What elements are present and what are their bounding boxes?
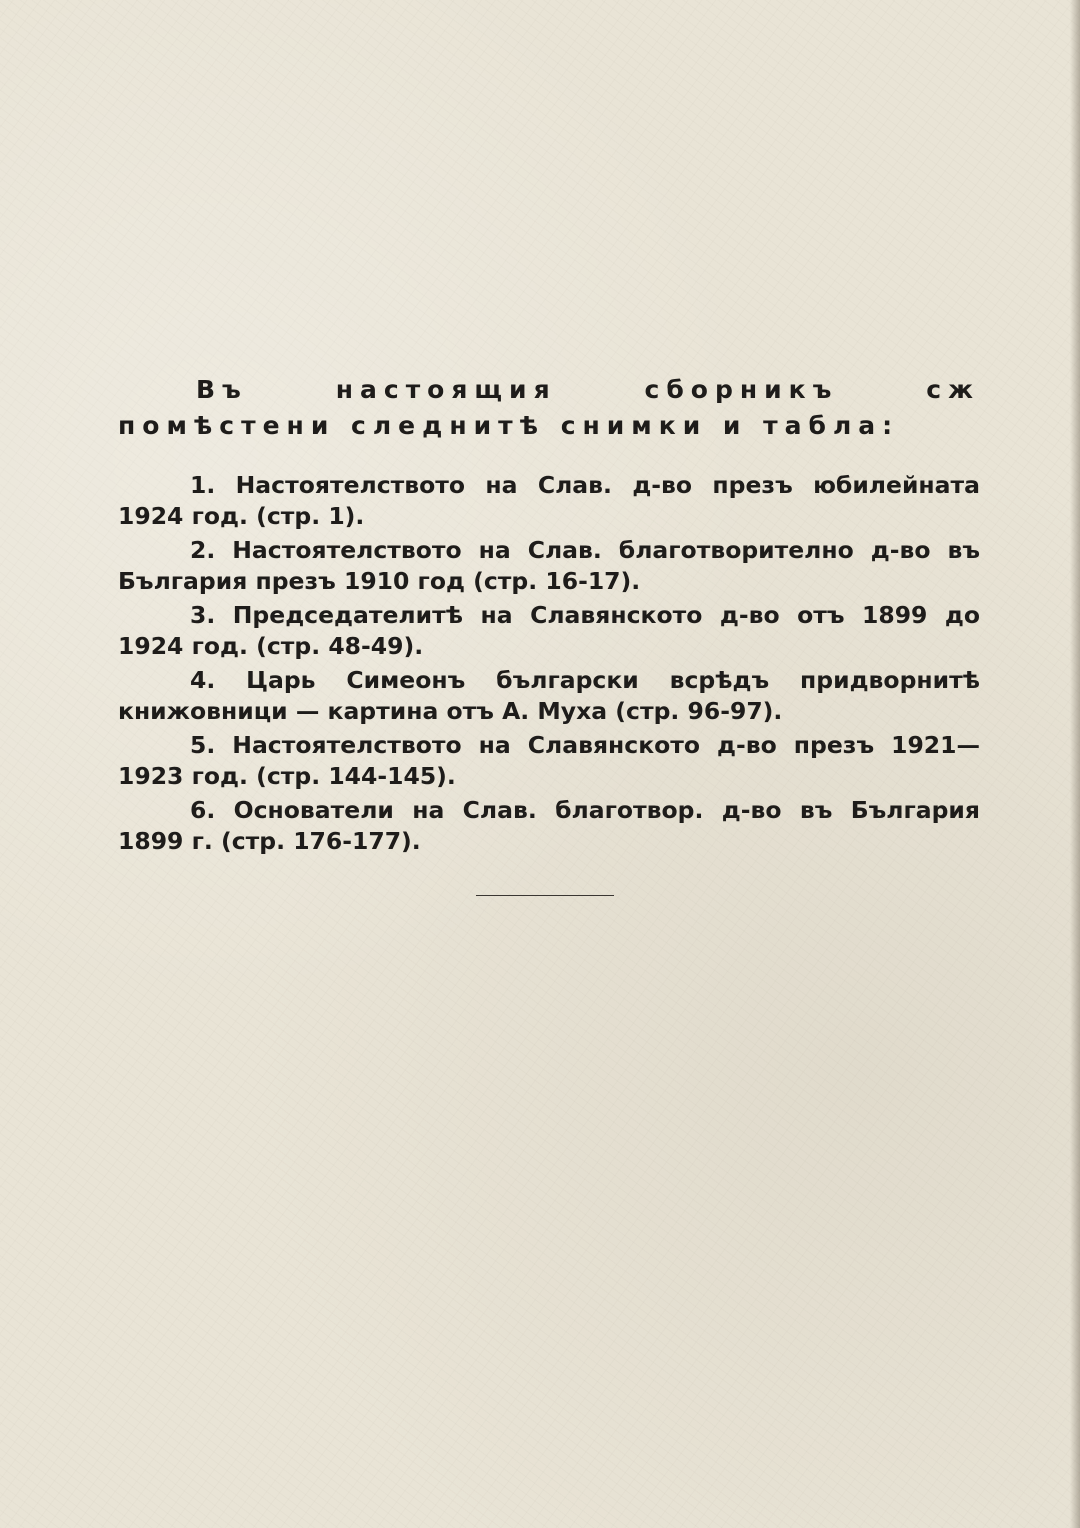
plates-list xyxy=(118,470,980,857)
item-text: Настоятелството на Слав. д-во презъ юбилейната 1924 год. (стр. 1). xyxy=(118,471,980,530)
item-text: Царь Симеонъ български всрѣдъ придворнитѣ книжовници — картина отъ А. Муха (стр. 96-97). xyxy=(118,666,981,725)
item-text: Председателитѣ на Славянското д-во отъ 1899 до 1924 год. (стр. 48-49). xyxy=(118,601,980,660)
item-text: Настоятелството на Слав. благотворително д-во въ България презъ 1910 год (стр. 16-17). xyxy=(118,536,980,595)
item-number: 3. xyxy=(190,601,216,629)
list-item xyxy=(118,665,980,727)
section-divider xyxy=(476,895,614,896)
page-edge-shadow xyxy=(1070,0,1080,1528)
item-number: 1. xyxy=(190,471,216,499)
item-text: Основатели на Слав. благотвор. д-во въ България 1899 г. (стр. 176-177). xyxy=(118,796,980,855)
list-item xyxy=(118,470,980,532)
intro-heading: Въ настоящия сборникъ сж помѣстени следнитѣ снимки и табла: xyxy=(118,375,980,440)
plates-list-section xyxy=(118,372,980,860)
item-number: 6. xyxy=(190,796,216,824)
item-text: Настоятелството на Славянското д-во презъ 1921—1923 год. (стр. 144-145). xyxy=(118,731,980,790)
item-number: 4. xyxy=(190,666,216,694)
list-item xyxy=(118,795,980,857)
list-item xyxy=(118,730,980,792)
list-item xyxy=(118,600,980,662)
list-item xyxy=(118,535,980,597)
item-number: 2. xyxy=(190,536,216,564)
item-number: 5. xyxy=(190,731,216,759)
